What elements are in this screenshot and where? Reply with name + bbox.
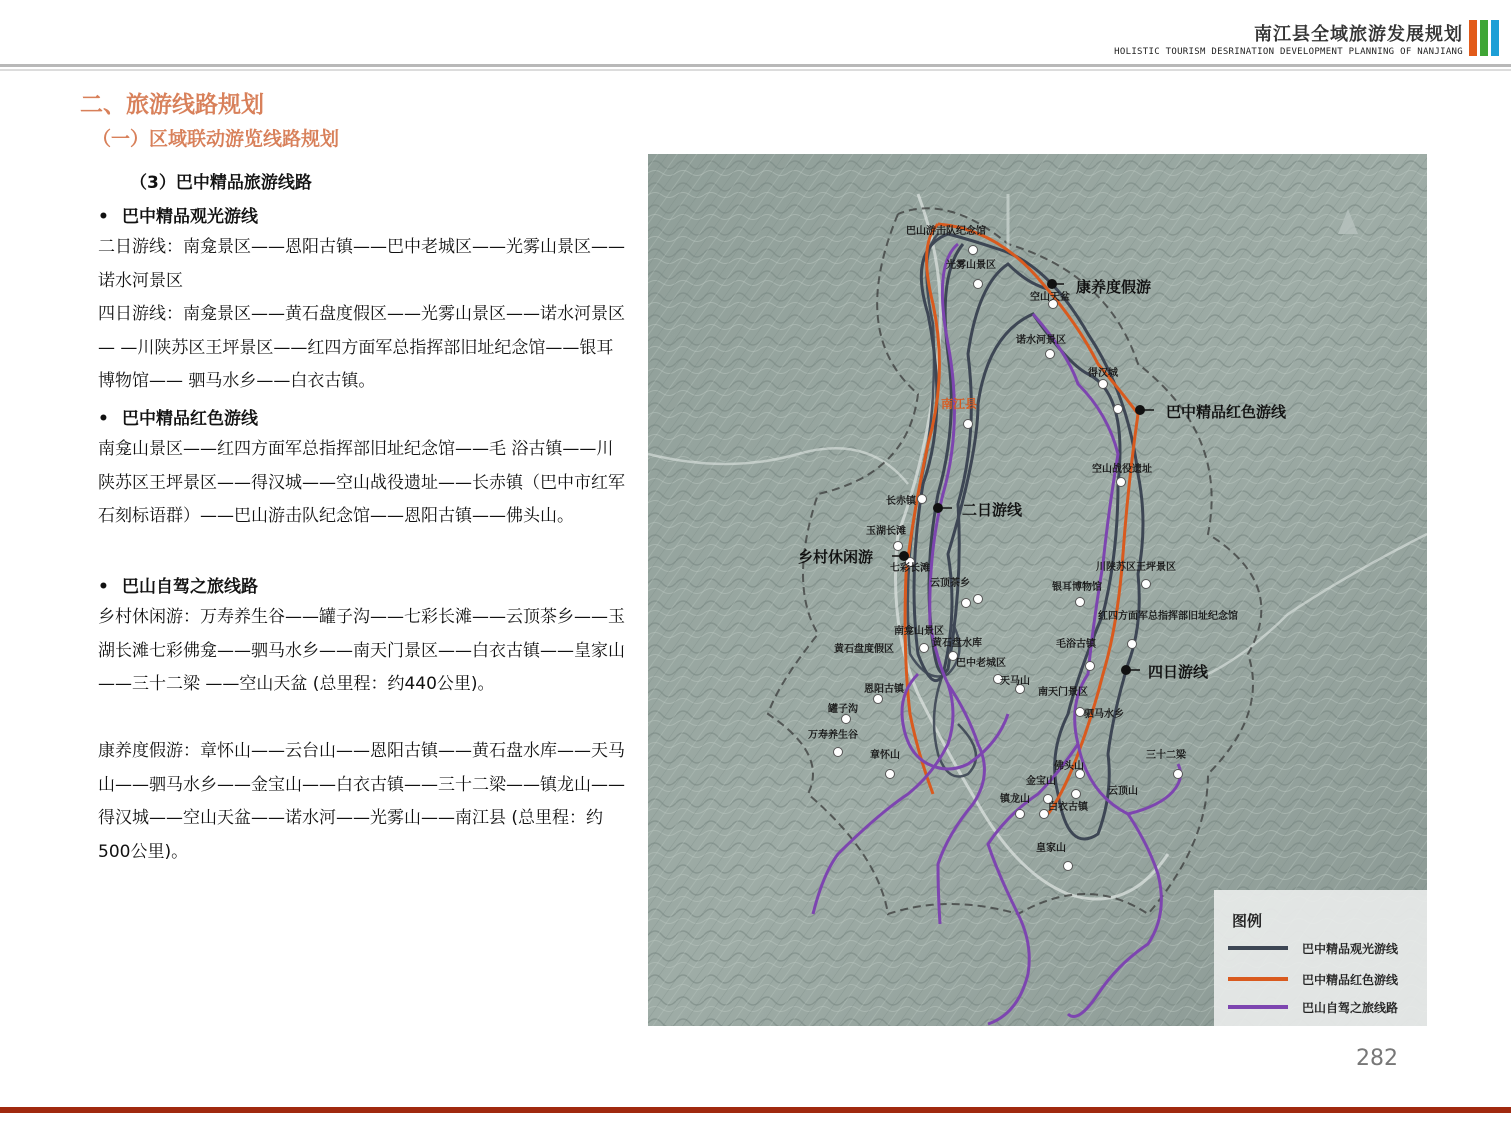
label-sima: 驷马水乡	[1084, 709, 1124, 720]
paragraph-health: 康养度假游：章怀山——云台山——恩阳古镇——黄石盘水库——天马 山——驷马水乡——金宝山——白衣古镇——三十二梁——镇龙山——得汉城——空山天盆——诺水河——光雾山——南江县 (总里程：约500公里)。	[98, 741, 625, 863]
label-guanzigou: 罐子沟	[828, 704, 858, 715]
label-yuhu: 玉湖长滩	[866, 526, 906, 537]
section-heading: 二、旅游线路规划	[80, 92, 264, 118]
paragraph-two-day: 二日游线：南龛景区——恩阳古镇——巴中老城区——光雾山景区—— 诺水河景区	[98, 237, 625, 291]
page-header	[0, 0, 1511, 72]
label-baiyi: 白衣古镇	[1048, 802, 1088, 813]
bullet-red: • 巴中精品红色游线	[98, 409, 258, 429]
label-dehan: 得汉城	[1088, 368, 1118, 379]
bullet-sightseeing: • 巴中精品观光游线	[98, 207, 258, 227]
page-number: 282	[1356, 1046, 1398, 1071]
label-red-route: 巴中精品红色游线	[1166, 403, 1287, 421]
label-rural-route: 乡村休闲游	[798, 548, 874, 566]
label-nantianmen: 南天门景区	[1038, 687, 1088, 698]
legend-label-red: 巴中精品红色游线	[1302, 973, 1399, 987]
label-sanshier: 三十二梁	[1146, 750, 1186, 761]
legend-label-sightseeing: 巴中精品观光游线	[1302, 942, 1399, 956]
label-guangwu: 光雾山景区	[946, 260, 996, 271]
paragraph-rural: 乡村休闲游：万寿养生谷——罐子沟——七彩长滩——云顶茶乡——玉湖长滩七彩佛龛——驷马水乡——南天门景区——白衣古镇——皇家山——三十二梁 ——空山天盆 (总里程：约440公里)。	[98, 607, 625, 695]
subsection-heading: （一）区域联动游览线路规划	[92, 128, 340, 150]
footer-bar	[0, 1107, 1511, 1113]
label-laocheng: 巴中老城区	[956, 658, 1006, 669]
logo	[1469, 20, 1499, 56]
label-huangshipan: 黄石盘度假区	[834, 644, 894, 655]
label-yunding: 云顶茶乡	[930, 578, 970, 589]
label-nanjiang: 南江县	[941, 397, 978, 411]
label-zhenlong: 镇龙山	[1000, 794, 1030, 805]
label-tianma: 天马山	[1000, 676, 1030, 687]
document-title: 南江县全域旅游发展规划	[1254, 24, 1463, 45]
label-fotou: 佛头山	[1054, 761, 1084, 772]
label-kongshan: 空山天盆	[1030, 292, 1070, 303]
legend-title: 图例	[1232, 912, 1263, 930]
label-huangshipan-res: 黄石盘水库	[932, 638, 982, 649]
label-bashan: 巴山游击队纪念馆	[906, 226, 986, 237]
map-legend	[1214, 890, 1427, 1026]
label-enyang: 恩阳古镇	[864, 684, 904, 695]
paragraph-red: 南龛山景区——红四方面军总指挥部旧址纪念馆——毛 浴古镇——川陕苏区王坪景区——得汉城——空山战役遗址——长赤镇（巴中市红军石刻标语群）——巴山游击队纪念馆——恩阳古镇——佛头山。	[98, 439, 625, 527]
label-nuoshui: 诺水河景区	[1016, 335, 1066, 346]
label-wanshou: 万寿养生谷	[808, 730, 858, 741]
label-two-day-route: 二日游线	[962, 501, 1023, 519]
label-jinbao: 金宝山	[1026, 776, 1056, 787]
header-divider-secondary	[0, 69, 1511, 71]
label-zhanghuai: 章怀山	[870, 750, 900, 761]
label-nankan: 南龛山景区	[894, 626, 944, 637]
paragraph-four-day: 四日游线：南龛景区——黄石盘度假区——光雾山景区——诺水河景区— —川陕苏区王坪景区——红四方面军总指挥部旧址纪念馆——银耳博物馆—— 驷马水乡——白衣古镇。	[98, 304, 625, 392]
label-four-day-route: 四日游线	[1148, 663, 1209, 681]
legend-label-selfdrive: 巴山自驾之旅线路	[1302, 1001, 1399, 1015]
topic-heading: （3）巴中精品旅游线路	[130, 173, 312, 193]
route-map	[648, 154, 1427, 1026]
label-yunding-mt: 云顶山	[1108, 786, 1138, 797]
label-changchi: 长赤镇	[886, 496, 916, 507]
label-kongshan-battle: 空山战役遗址	[1092, 464, 1152, 475]
label-yiner: 银耳博物馆	[1052, 582, 1102, 593]
document-subtitle: HOLISTIC TOURISM DESRINATION DEVELOPMENT PLANNING OF NANJIANG	[1114, 47, 1463, 57]
label-hongsi: 红四方面军总指挥部旧址纪念馆	[1098, 611, 1238, 622]
label-wangping: 川陕苏区王坪景区	[1096, 562, 1176, 573]
header-divider	[0, 64, 1511, 67]
bullet-selfdrive: • 巴山自驾之旅线路	[98, 577, 258, 597]
label-kangyang-route: 康养度假游	[1076, 278, 1152, 296]
label-huangjia: 皇家山	[1036, 843, 1066, 854]
label-maoyu: 毛浴古镇	[1056, 639, 1096, 650]
label-qicai: 七彩长滩	[890, 563, 930, 574]
